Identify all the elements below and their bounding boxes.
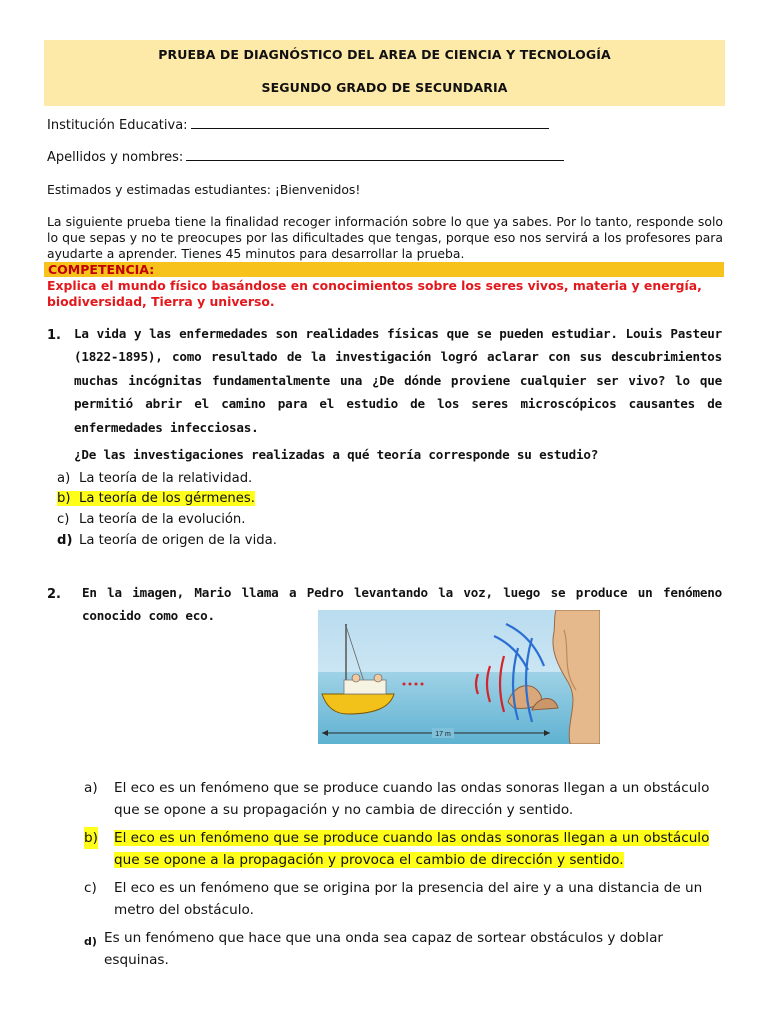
competencia-label: COMPETENCIA: (44, 262, 724, 277)
q1-option-d[interactable]: d) La teoría de origen de la vida. (57, 533, 277, 548)
institution-input-line[interactable] (191, 116, 549, 129)
page-title: PRUEBA DE DIAGNÓSTICO DEL AREA DE CIENCIA Y TECNOLOGÍA (158, 47, 611, 62)
q2-option-d[interactable]: d) Es un fenómeno que hace que una onda sea capaz de sortear obstáculos y doblar esquinas. (84, 930, 664, 968)
q1-option-b[interactable]: b) La teoría de los gérmenes. (57, 491, 255, 506)
greeting: Estimados y estimadas estudiantes: ¡Bienvenidos! (47, 182, 361, 197)
q1-option-a[interactable]: a) La teoría de la relatividad. (57, 471, 253, 486)
q2-option-a[interactable]: a) El eco es un fenómeno que se produce cuando las ondas sonoras llegan a un obstáculo que se opone a su propagación y no cambia de dirección y sentido. (84, 780, 710, 818)
names-label: Apellidos y nombres: (47, 150, 184, 165)
question-2-text: En la imagen, Mario llama a Pedro levantando la voz, luego se produce un fenómeno conocido como eco. (82, 585, 722, 624)
institution-label: Institución Educativa: (47, 118, 188, 133)
competencia-text: Explica el mundo físico basándose en conocimientos sobre los seres vivos, materia y energía, biodiversidad, Tierra y universo. (47, 278, 702, 309)
page-subtitle: SEGUNDO GRADO DE SECUNDARIA (261, 80, 508, 95)
q2-option-b[interactable]: b) El eco es un fenómeno que se produce cuando las ondas sonoras llegan a un obstáculo que se opone a la propagación y provoca el cambio de dirección y sentido. (84, 827, 744, 871)
q2-option-c[interactable]: c) El eco es un fenómeno que se origina por la presencia del aire y a una distancia de un metro del obstáculo. (84, 880, 703, 918)
question-1-number: 1. (47, 328, 61, 343)
q1-option-c[interactable]: c) La teoría de la evolución. (57, 512, 246, 527)
intro-paragraph: La siguiente prueba tiene la finalidad recoger información sobre lo que ya sabes. Por lo tanto, responde solo lo que sepas y no te preocupes por las dificultades que tengas, porque eso nos servirá a los profesores para ayudarte a aprender. Tienes 45 minutos para desarrollar la prueba. (47, 214, 723, 261)
names-field (47, 148, 564, 165)
question-1-prompt: ¿De las investigaciones realizadas a qué teoría corresponde su estudio? (74, 447, 599, 462)
echo-illustration (318, 610, 600, 744)
question-2-number: 2. (47, 587, 61, 602)
names-input-line[interactable] (186, 148, 564, 161)
institution-field (47, 116, 549, 133)
question-1-text: La vida y las enfermedades son realidades físicas que se pueden estudiar. Louis Pasteur (1822-1895), como resultado de la investigación logró aclarar con sus descubrimientos muchas incógnitas fundamentalmente una ¿De dónde proviene cualquier ser vivo? lo que permitió abrir el camino para el estudio de los seres microscópicos causantes de enfermedades infecciosas. (74, 326, 722, 435)
distance-label: 17 m (435, 731, 451, 738)
title-banner (44, 40, 725, 106)
